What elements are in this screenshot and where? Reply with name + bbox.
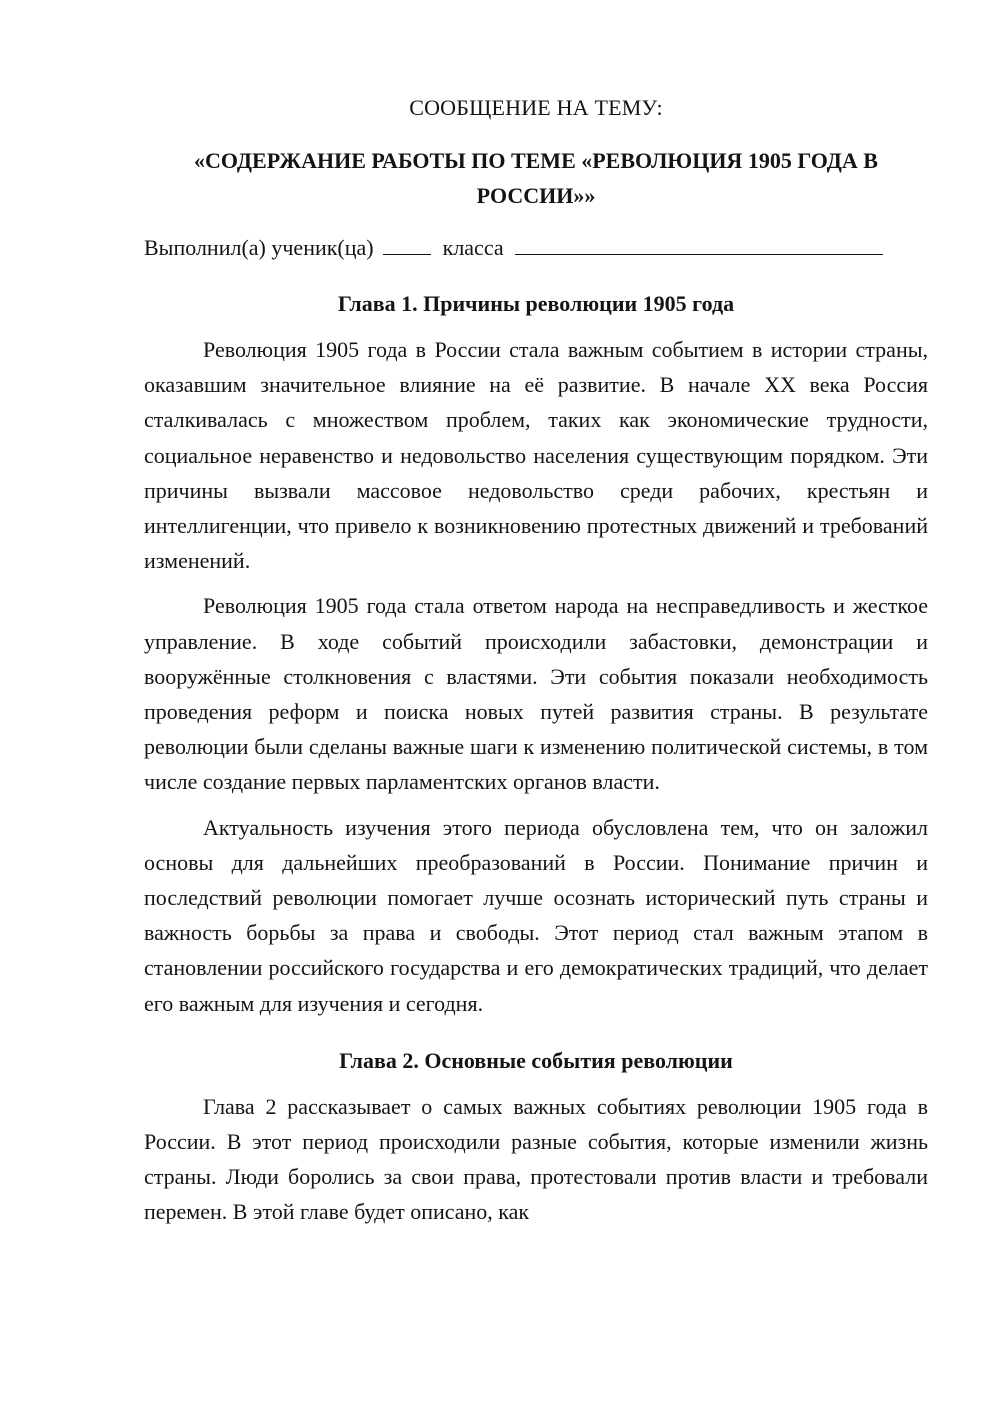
chapter-2-title: Глава 2. Основные события революции — [339, 1047, 733, 1073]
document-page — [144, 93, 928, 1230]
chapter-1-paragraph-1: Революция 1905 года в России стала важным событием в истории страны, оказавшим значительное влияние на её развитие. В начале XX века Россия сталкивалась с множеством проблем, таких как экономические трудности, социальное неравенство и недовольство населения существующим порядком. Эти причины вызвали массовое недовольство среди рабочих, крестьян и интеллигенции, что привело к возникновению протестных движений и требований изменений. — [144, 337, 928, 574]
chapter-1-title: Глава 1. Причины революции 1905 года — [337, 291, 735, 316]
author-line — [144, 232, 928, 263]
chapter-2-paragraph-1: Глава 2 рассказывает о самых важных событиях революции 1905 года в России. В этот период происходили разные события, которые изменили жизнь страны. Люди боролись за свои права, протестовали против власти и требовали перемен. В этой главе будет описано, как — [144, 1093, 928, 1225]
chapter-1-paragraph-2: Революция 1905 года стала ответом народа на несправедливость и жесткое управление. В ходе событий происходили забастовки, демонстрации и вооружённые столкновения с властями. Эти события показали необходимость проведения реформ и поиска новых путей развития страны. В результате революции были сделаны важные шаги к изменению политической системы, в том числе создание первых парламентских органов власти. — [144, 593, 928, 795]
student-name-blank — [515, 232, 883, 255]
document-title: «СОДЕРЖАНИЕ РАБОТЫ ПО ТЕМЕ «РЕВОЛЮЦИЯ 1905 ГОДА В РОССИИ»» — [194, 148, 878, 208]
class-label: класса — [442, 235, 504, 260]
class-number-blank — [383, 232, 431, 255]
author-label: Выполнил(а) ученик(ца) — [144, 235, 374, 260]
chapter-1-paragraph-3: Актуальность изучения этого периода обусловлена тем, что он заложил основы для дальнейших преобразований в России. Понимание причин и последствий революции помогает лучше осознать исторический путь страны и важность борьбы за права и свободы. Этот период стал важным этапом в становлении российского государства и его демократических традиций, что делает его важным для изучения и сегодня. — [144, 814, 928, 1016]
document-heading: СООБЩЕНИЕ НА ТЕМУ: — [409, 95, 663, 120]
